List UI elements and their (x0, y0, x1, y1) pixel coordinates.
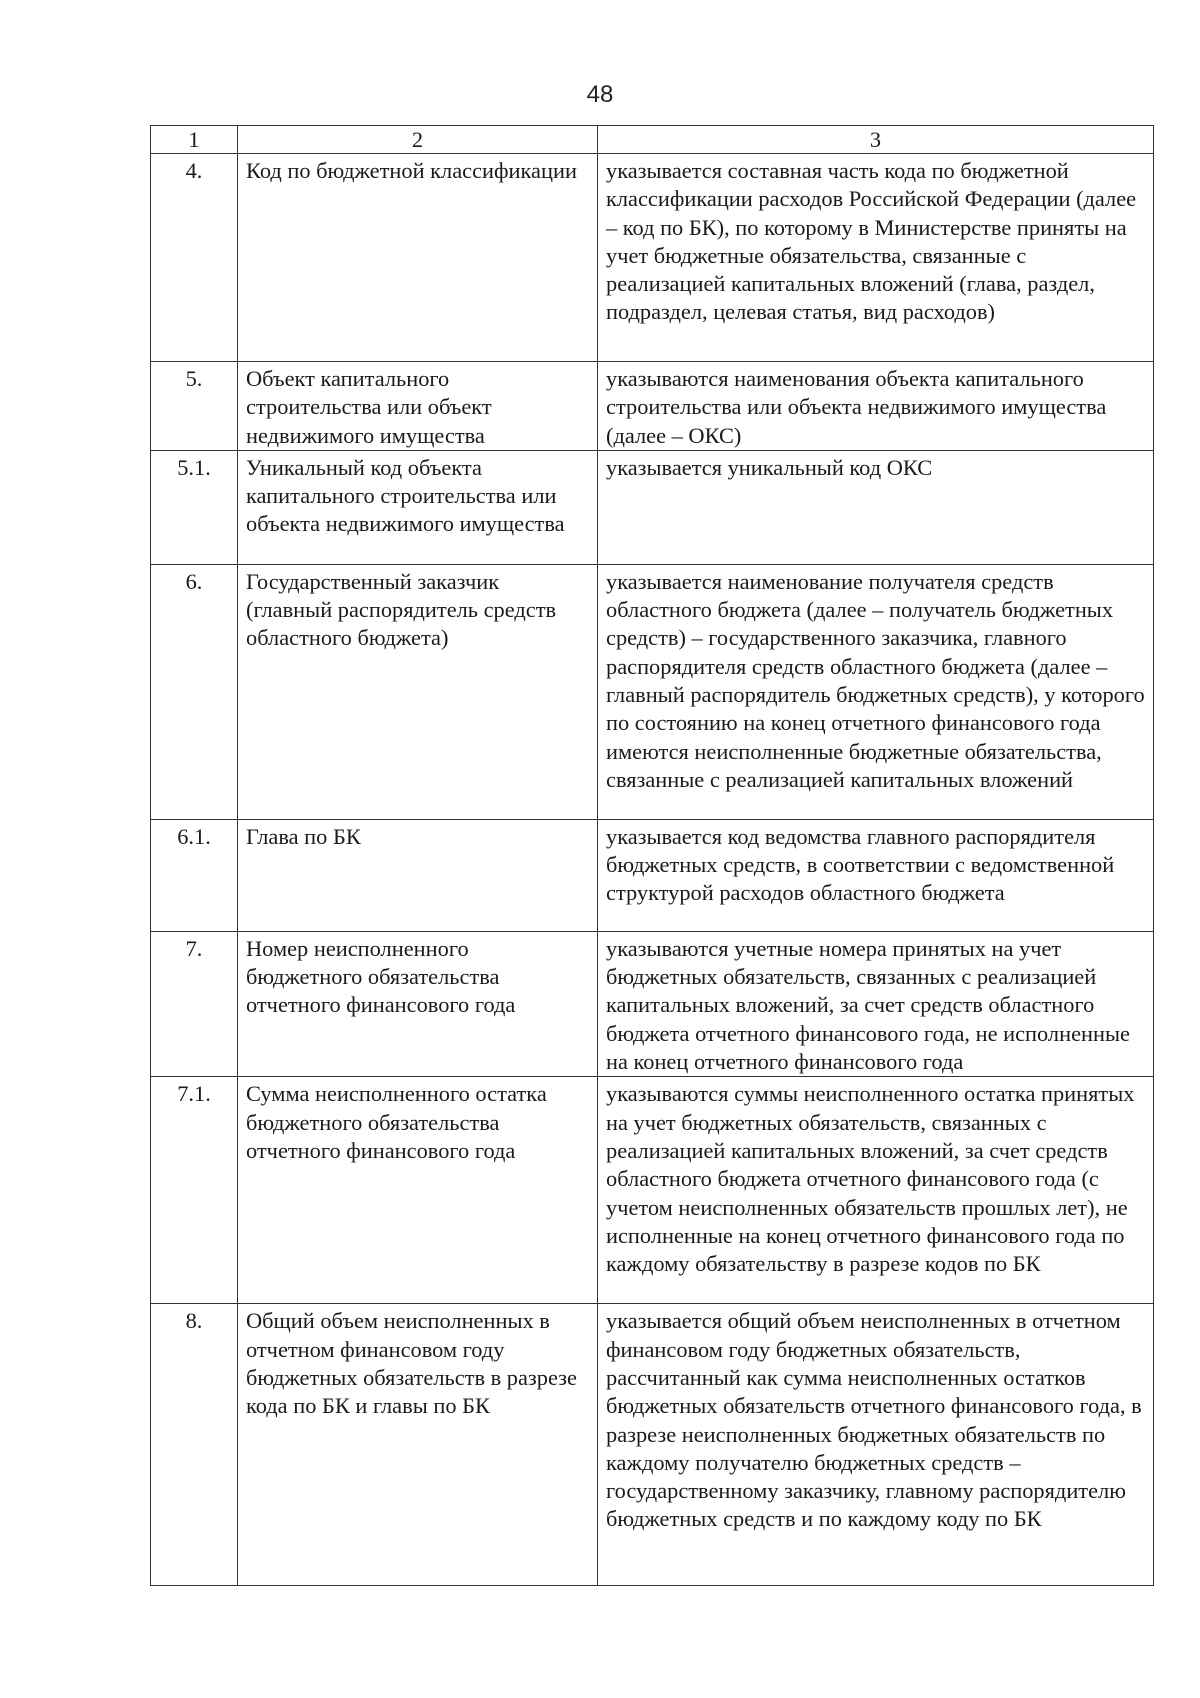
row-description: указывается наименование получателя средств областного бюджета (далее – получатель бюджетных средств) – государственного заказчика, главного распорядителя средств областного бюджета (далее – главный распорядитель бюджетных средств), у которого по состоянию на конец отчетного финансового года имеются неисполненные бюджетные обязательства, связанные с реализацией капитальных вложений (598, 564, 1154, 819)
row-number: 5.1. (151, 450, 238, 564)
row-name: Объект капитального строительства или объект недвижимого имущества (238, 362, 598, 451)
row-number: 6.1. (151, 819, 238, 931)
row-description: указывается уникальный код ОКС (598, 450, 1154, 564)
row-number: 8. (151, 1304, 238, 1586)
row-description: указывается общий объем неисполненных в отчетном финансовом году бюджетных обязательств, рассчитанный как сумма неисполненных остатков бюджетных обязательств отчетного финансового года, в разрезе неисполненных бюджетных обязательств по каждому получателю бюджетных средств – государственному заказчику, главному распорядителю бюджетных средств и по каждому коду по БК (598, 1304, 1154, 1586)
row-description: указывается составная часть кода по бюджетной классификации расходов Российской Федерации (далее – код по БК), по которому в Министерстве приняты на учет бюджетные обязательства, связанные с реализацией капитальных вложений (глава, раздел, подраздел, целевая статья, вид расходов) (598, 154, 1154, 362)
table-row (151, 819, 1154, 931)
row-name: Код по бюджетной классификации (238, 154, 598, 362)
table-row (151, 154, 1154, 362)
table-row (151, 1077, 1154, 1304)
header-column-1: 1 (151, 126, 238, 154)
table-body (151, 154, 1154, 1586)
row-name: Общий объем неисполненных в отчетном финансовом году бюджетных обязательств в разрезе кода по БК и главы по БК (238, 1304, 598, 1586)
row-number: 7. (151, 931, 238, 1076)
header-column-3: 3 (598, 126, 1154, 154)
row-number: 7.1. (151, 1077, 238, 1304)
row-name: Сумма неисполненного остатка бюджетного обязательства отчетного финансового года (238, 1077, 598, 1304)
table-header (151, 126, 1154, 154)
row-number: 5. (151, 362, 238, 451)
row-name: Государственный заказчик (главный распорядитель средств областного бюджета) (238, 564, 598, 819)
row-description: указываются суммы неисполненного остатка принятых на учет бюджетных обязательств, связанных с реализацией капитальных вложений, за счет средств областного бюджета отчетного финансового года (с учетом неисполненных обязательств прошлых лет), не исполненные на конец отчетного финансового года по каждому обязательству в разрезе кодов по БК (598, 1077, 1154, 1304)
table-row (151, 450, 1154, 564)
row-number: 4. (151, 154, 238, 362)
table-row (151, 362, 1154, 451)
table-row (151, 931, 1154, 1076)
row-description: указывается код ведомства главного распорядителя бюджетных средств, в соответствии с ведомственной структурой расходов областного бюджета (598, 819, 1154, 931)
header-row (151, 126, 1154, 154)
row-name: Глава по БК (238, 819, 598, 931)
header-column-2: 2 (238, 126, 598, 154)
row-description: указываются учетные номера принятых на учет бюджетных обязательств, связанных с реализацией капитальных вложений, за счет средств областного бюджета отчетного финансового года, не исполненные на конец отчетного финансового года (598, 931, 1154, 1076)
table-row (151, 1304, 1154, 1586)
document-table (150, 125, 1154, 1586)
table-row (151, 564, 1154, 819)
row-name: Номер неисполненного бюджетного обязательства отчетного финансового года (238, 931, 598, 1076)
row-number: 6. (151, 564, 238, 819)
row-description: указываются наименования объекта капитального строительства или объекта недвижимого имущества (далее – ОКС) (598, 362, 1154, 451)
page-number: 48 (586, 81, 614, 108)
row-name: Уникальный код объекта капитального строительства или объекта недвижимого имущества (238, 450, 598, 564)
